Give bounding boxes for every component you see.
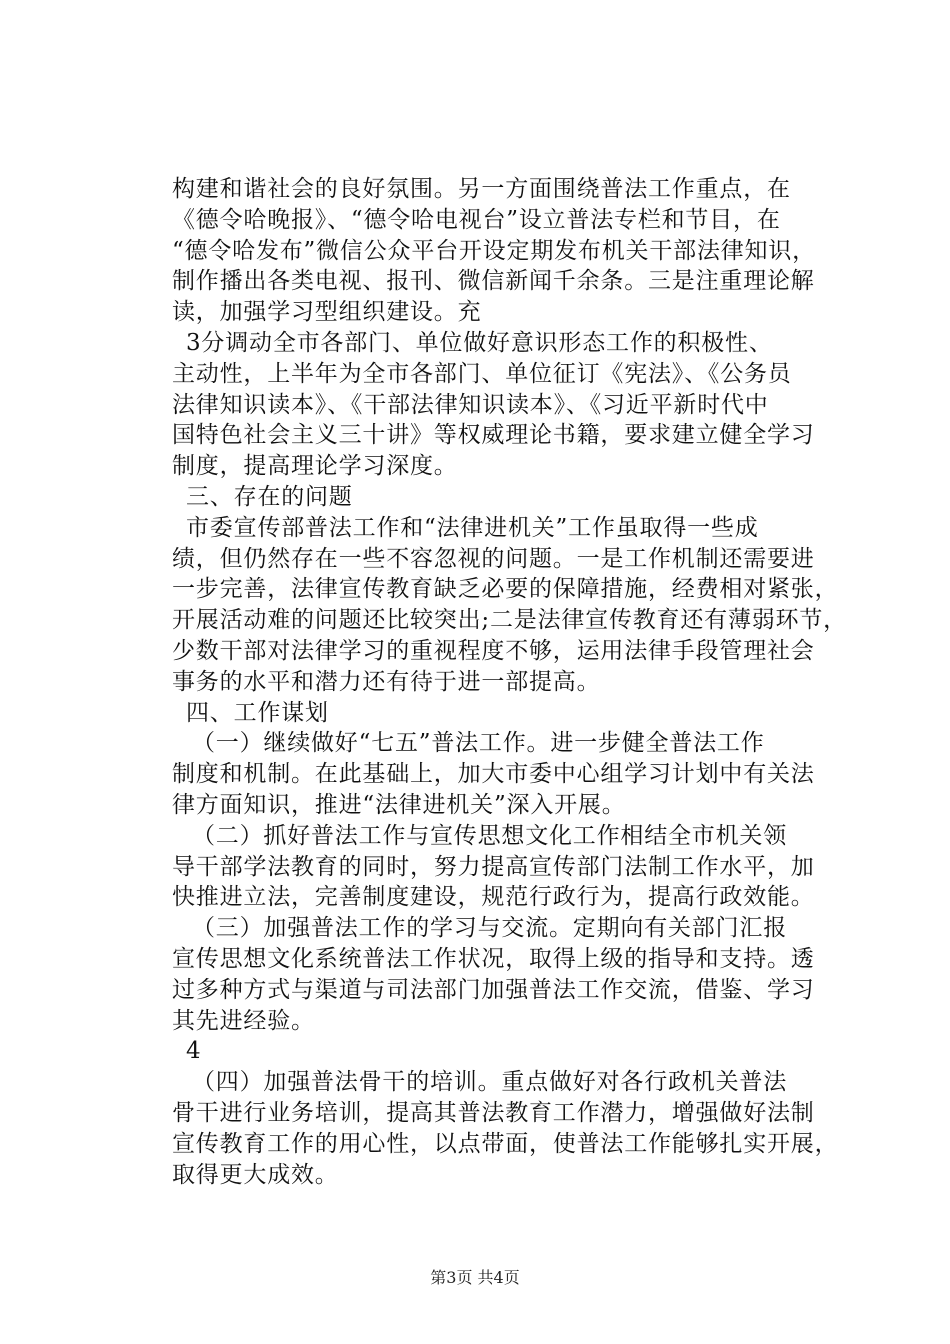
text-line: 其先进经验。 — [172, 1007, 315, 1034]
text-line: 制度，提高理论学习深度。 — [172, 453, 458, 480]
text-line: 律方面知识，推进“法律进机关”深入开展。 — [172, 791, 626, 818]
text-line: （二）抓好普法工作与宣传思想文化工作相结全市机关领 — [192, 822, 787, 849]
text-line: （一）继续做好“七五”普法工作。进一步健全普法工作 — [192, 730, 765, 757]
text-line: 取得更大成效。 — [172, 1161, 339, 1188]
text-line: 宣传教育工作的用心性，以点带面，使普法工作能够扎实开展， — [172, 1130, 839, 1157]
page-footer: 第3页 共4页 — [430, 1268, 520, 1287]
section-heading: 三、存在的问题 — [186, 483, 353, 510]
text-line: （四）加强普法骨干的培训。重点做好对各行政机关普法 — [192, 1069, 787, 1096]
text-line: 事务的水平和潜力还有待于进一部提高。 — [172, 668, 601, 695]
text-line: 《德令哈晚报》、“德令哈电视台”设立普法专栏和节目，在 — [172, 206, 781, 233]
text-line: 法律知识读本》、《干部法律知识读本》、《习近平新时代中 — [172, 391, 769, 418]
text-line: 过多种方式与渠道与司法部门加强普法工作交流，借鉴、学习 — [172, 976, 815, 1003]
text-line: 导干部学法教育的同时，努力提高宣传部门法制工作水平，加 — [172, 853, 815, 880]
text-line: 构建和谐社会的良好氛围。另一方面围绕普法工作重点，在 — [172, 176, 791, 202]
section-heading: 四、工作谋划 — [186, 699, 329, 726]
text-line: 宣传思想文化系统普法工作状况，取得上级的指导和支持。透 — [172, 945, 815, 972]
text-line: 制作播出各类电视、报刊、微信新闻千余条。三是注重理论解 — [172, 268, 815, 295]
text-line: 骨干进行业务培训，提高其普法教育工作潜力，增强做好法制 — [172, 1099, 815, 1126]
text-line: 3分调动全市各部门、单位做好意识形态工作的积极性、 — [186, 329, 773, 356]
text-line: 开展活动难的问题还比较突出;二是法律宣传教育还有薄弱环节， — [172, 607, 847, 634]
text-line: 读，加强学习型组织建设。充 — [172, 299, 482, 326]
text-line: 市委宣传部普法工作和“法律进机关”工作虽取得一些成 — [186, 514, 759, 541]
text-line: “德令哈发布”微信公众平台开设定期发布机关干部法律知识， — [172, 237, 816, 264]
text-line: 国特色社会主义三十讲》等权威理论书籍，要求建立健全学习 — [172, 422, 815, 449]
text-line: （三）加强普法工作的学习与交流。定期向有关部门汇报 — [192, 915, 787, 942]
text-line: 快推进立法，完善制度建设，规范行政行为，提高行政效能。 — [172, 884, 815, 911]
text-line: 制度和机制。在此基础上，加大市委中心组学习计划中有关法 — [172, 761, 815, 788]
text-line: 绩，但仍然存在一些不容忽视的问题。一是工作机制还需要进 — [172, 545, 815, 572]
text-line: 一步完善，法律宣传教育缺乏必要的保障措施，经费相对紧张， — [172, 576, 839, 603]
document-body — [172, 174, 847, 1190]
text-line: 主动性，上半年为全市各部门、单位征订《宪法》、《公务员 — [172, 360, 792, 387]
page-number-inline: 4 — [186, 1038, 202, 1065]
text-line: 少数干部对法律学习的重视程度不够，运用法律手段管理社会 — [172, 637, 815, 664]
